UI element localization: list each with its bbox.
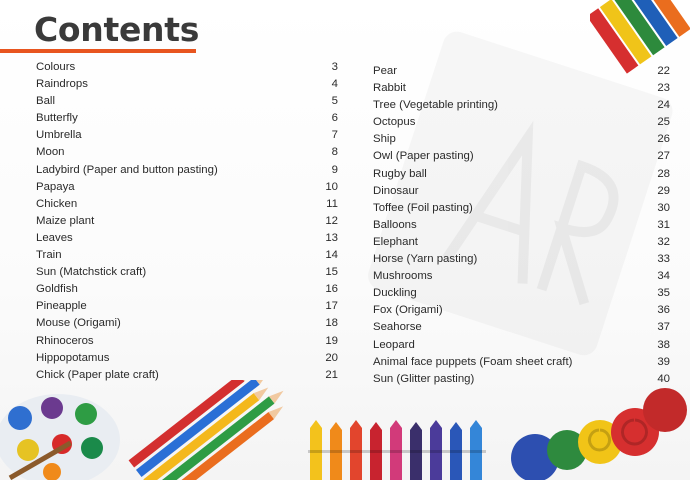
toc-entry-title: Horse (Yarn pasting) — [373, 253, 478, 266]
toc-entry-page-number: 34 — [657, 270, 670, 283]
toc-entry — [36, 61, 338, 78]
toc-entry-title: Chicken — [36, 197, 78, 210]
toc-entry-page-number: 6 — [331, 112, 338, 125]
toc-entry — [36, 266, 338, 283]
toc-entry-page-number: 26 — [657, 133, 670, 146]
toc-entry-page-number: 25 — [657, 116, 670, 129]
toc-entry-title: Rugby ball — [373, 167, 427, 180]
toc-entry-page-number: 23 — [657, 82, 670, 95]
toc-entry-title: Goldfish — [36, 283, 78, 296]
toc-entry-page-number: 10 — [325, 180, 338, 193]
toc-entry-page-number: 33 — [657, 253, 670, 266]
toc-entry — [36, 352, 338, 369]
toc-column-left — [36, 61, 338, 386]
toc-entry — [36, 181, 338, 198]
title-underline — [0, 49, 196, 53]
toc-entry — [373, 356, 670, 373]
toc-entry — [373, 99, 670, 116]
crayon-bundle-top — [590, 0, 690, 80]
toc-entry — [36, 232, 338, 249]
toc-entry-title: Fox (Origami) — [373, 304, 443, 317]
colored-pencils — [95, 380, 305, 480]
toc-entry-title: Butterfly — [36, 112, 78, 125]
toc-entry — [36, 146, 338, 163]
toc-entry-page-number: 7 — [331, 129, 338, 142]
wax-crayons — [300, 420, 510, 480]
toc-entry-title: Ball — [36, 95, 55, 108]
toc-entry-title: Sun (Glitter pasting) — [373, 372, 475, 385]
toc-entry-page-number: 31 — [657, 218, 670, 231]
toc-entry — [373, 185, 670, 202]
toc-entry-page-number: 14 — [325, 249, 338, 262]
toc-entry-page-number: 30 — [657, 201, 670, 214]
toc-entry — [36, 112, 338, 129]
toc-entry — [373, 253, 670, 270]
toc-entry-title: Duckling — [373, 287, 417, 300]
toc-entry-title: Train — [36, 249, 62, 262]
toc-entry — [36, 215, 338, 232]
toc-entry-page-number: 27 — [657, 150, 670, 163]
toc-entry-title: Colours — [36, 61, 76, 73]
toc-entry — [36, 129, 338, 146]
toc-entry — [36, 283, 338, 300]
toc-entry-title: Mushrooms — [373, 270, 433, 283]
toc-entry-title: Sun (Matchstick craft) — [36, 266, 147, 279]
modeling-clay-spirals — [505, 380, 690, 480]
toc-entry — [373, 321, 670, 338]
toc-entry-title: Ship — [373, 133, 396, 146]
toc-entry-title: Balloons — [373, 218, 417, 231]
toc-entry-page-number: 16 — [325, 283, 338, 296]
toc-entry-title: Dinosaur — [373, 184, 419, 197]
toc-entry-page-number: 36 — [657, 304, 670, 317]
toc-entry — [373, 133, 670, 150]
toc-entry — [36, 300, 338, 317]
toc-entry-page-number: 5 — [331, 95, 338, 108]
toc-entry-page-number: 24 — [657, 99, 670, 112]
toc-entry — [36, 198, 338, 215]
toc-entry — [373, 219, 670, 236]
toc-entry-page-number: 19 — [325, 334, 338, 347]
toc-entry-page-number: 18 — [325, 317, 338, 330]
toc-entry — [373, 236, 670, 253]
toc-entry-title: Pear — [373, 65, 398, 77]
toc-entry — [36, 249, 338, 266]
toc-entry-title: Raindrops — [36, 78, 88, 91]
toc-entry-page-number: 3 — [331, 61, 338, 73]
toc-entry-title: Toffee (Foil pasting) — [373, 201, 473, 214]
toc-entry-page-number: 32 — [657, 235, 670, 248]
toc-entry — [36, 164, 338, 181]
toc-entry-page-number: 17 — [325, 300, 338, 313]
toc-entry-title: Ladybird (Paper and button pasting) — [36, 163, 218, 176]
toc-entry — [373, 168, 670, 185]
toc-entry-title: Rhinoceros — [36, 334, 94, 347]
toc-entry-page-number: 21 — [325, 368, 338, 381]
toc-entry-title: Maize plant — [36, 214, 95, 227]
toc-entry-title: Pineapple — [36, 300, 87, 313]
toc-entry-title: Owl (Paper pasting) — [373, 150, 474, 163]
toc-entry-title: Octopus — [373, 116, 416, 129]
toc-entry-page-number: 37 — [657, 321, 670, 334]
toc-entry-title: Papaya — [36, 180, 75, 193]
toc-entry — [373, 116, 670, 133]
toc-entry-title: Chick (Paper plate craft) — [36, 368, 159, 381]
toc-entry — [36, 78, 338, 95]
toc-entry-title: Elephant — [373, 235, 418, 248]
toc-entry — [373, 304, 670, 321]
toc-entry — [36, 317, 338, 334]
toc-entry-page-number: 11 — [326, 197, 338, 210]
toc-entry-title: Leopard — [373, 338, 415, 351]
toc-column-right — [373, 65, 670, 390]
toc-entry — [36, 335, 338, 352]
toc-entry-page-number: 13 — [325, 231, 338, 244]
toc-entry-page-number: 15 — [325, 266, 338, 279]
toc-entry-page-number: 29 — [657, 184, 670, 197]
toc-entry — [373, 339, 670, 356]
toc-entry-title: Rabbit — [373, 82, 406, 95]
toc-entry-page-number: 9 — [331, 163, 338, 176]
toc-entry-page-number: 28 — [657, 167, 670, 180]
toc-entry-title: Leaves — [36, 231, 73, 244]
toc-entry-page-number: 39 — [657, 355, 670, 368]
toc-entry — [373, 150, 670, 167]
toc-entry-page-number: 20 — [325, 351, 338, 364]
toc-entry-title: Tree (Vegetable printing) — [373, 99, 498, 112]
toc-entry-page-number: 12 — [325, 214, 338, 227]
toc-entry-page-number: 40 — [657, 372, 670, 385]
toc-entry-page-number: 4 — [331, 78, 338, 91]
toc-entry — [36, 95, 338, 112]
toc-entry-title: Seahorse — [373, 321, 422, 334]
toc-entry-title: Animal face puppets (Foam sheet craft) — [373, 355, 573, 368]
toc-entry-title: Moon — [36, 146, 65, 159]
toc-entry-page-number: 8 — [331, 146, 338, 159]
toc-entry-page-number: 35 — [657, 287, 670, 300]
toc-entry-title: Hippopotamus — [36, 351, 110, 364]
toc-entry — [373, 82, 670, 99]
toc-entry-title: Mouse (Origami) — [36, 317, 121, 330]
toc-entry-page-number: 38 — [657, 338, 670, 351]
toc-entry-title: Umbrella — [36, 129, 82, 142]
toc-entry — [373, 202, 670, 219]
toc-entry — [373, 270, 670, 287]
toc-entry-page-number: 22 — [657, 65, 670, 77]
page-title: Contents — [34, 10, 200, 49]
toc-entry — [373, 287, 670, 304]
